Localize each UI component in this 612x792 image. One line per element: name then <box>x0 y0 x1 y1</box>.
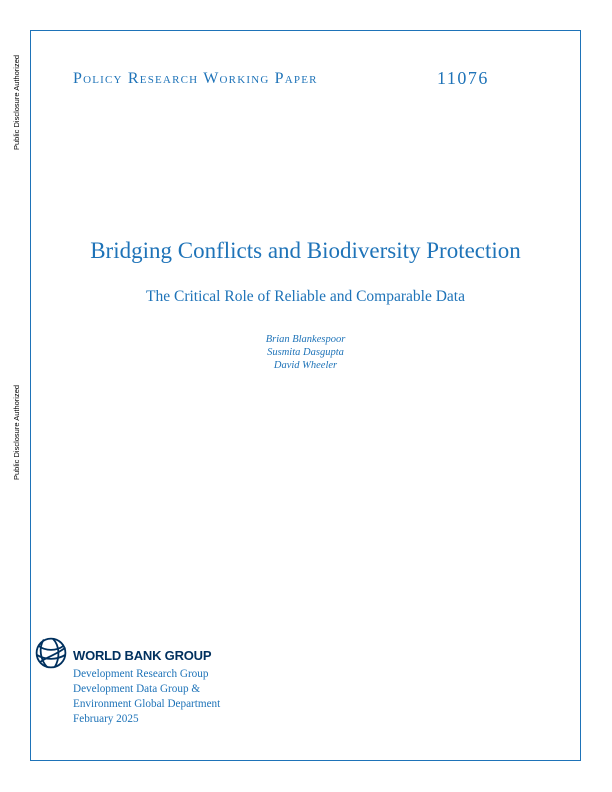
department-line: Environment Global Department <box>73 698 221 710</box>
author-name: David Wheeler <box>273 360 338 371</box>
department-list <box>73 667 220 727</box>
organization-name: WORLD BANK GROUP <box>73 648 212 663</box>
paper-number: 11076 <box>437 68 489 88</box>
world-bank-globe-icon <box>33 635 69 671</box>
disclosure-label: Public Disclosure Authorized <box>12 384 21 480</box>
department-line: Development Data Group & <box>73 683 201 695</box>
series-name: Policy Research Working Paper <box>73 70 318 87</box>
publication-date: February 2025 <box>73 713 139 725</box>
author-name: Susmita Dasgupta <box>267 347 344 358</box>
author-name: Brian Blankespoor <box>265 334 346 345</box>
paper-subtitle: The Critical Role of Reliable and Comparable Data <box>146 288 465 305</box>
paper-title: Bridging Conflicts and Biodiversity Protection <box>90 238 521 263</box>
department-line: Development Research Group <box>73 668 209 680</box>
disclosure-label: Public Disclosure Authorized <box>12 54 21 150</box>
author-list <box>30 333 581 372</box>
